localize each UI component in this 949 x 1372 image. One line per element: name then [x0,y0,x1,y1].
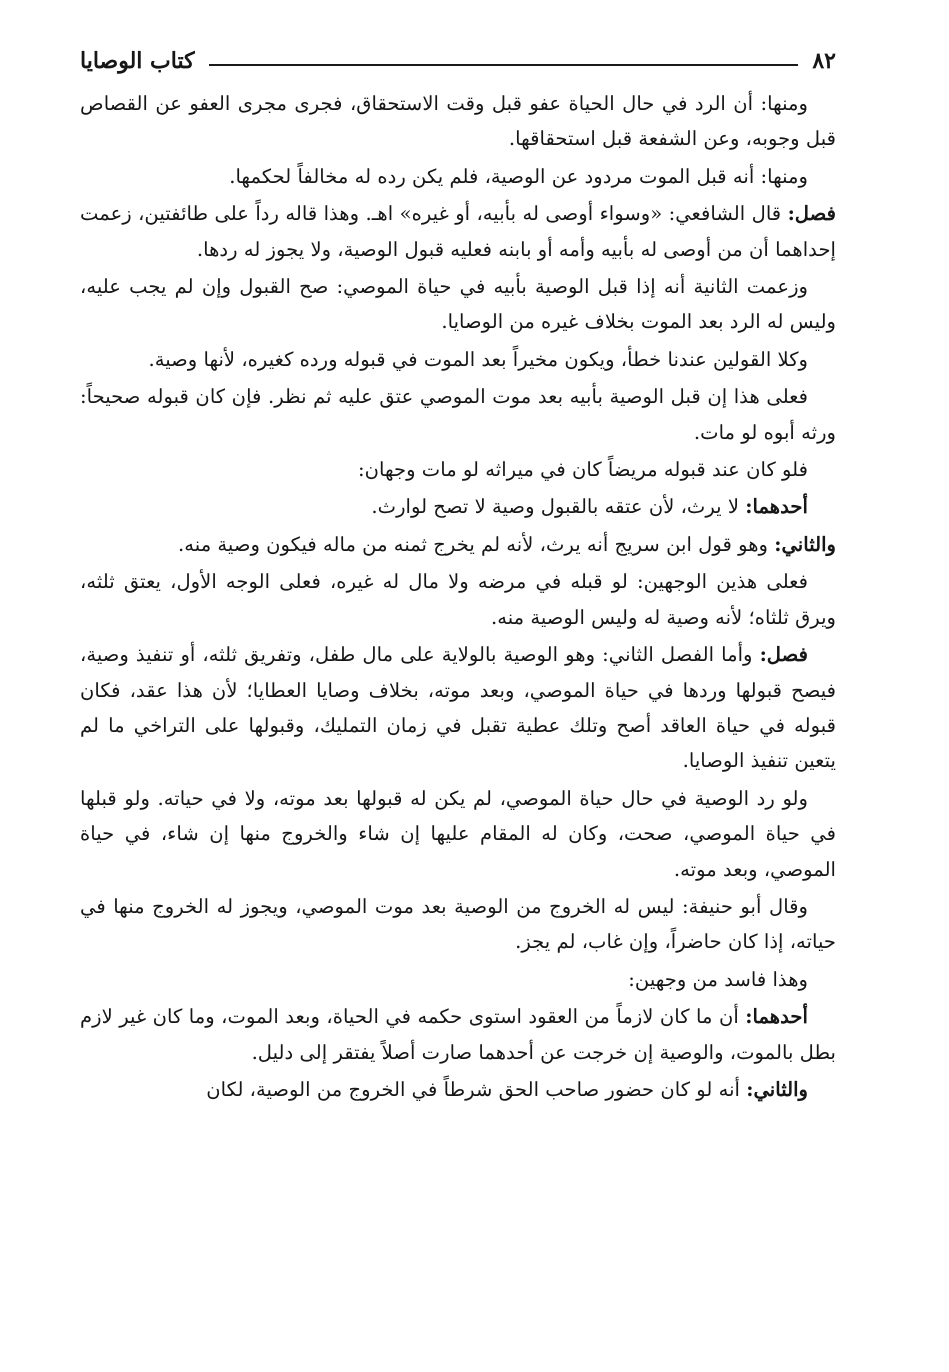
book-title: كتاب الوصايا [80,48,195,74]
paragraph-text: ومنها: أن الرد في حال الحياة عفو قبل وقت الاستحقاق، فجرى مجرى العفو عن القصاص قبل وجوبه، وعن الشفعة قبل استحقاقها. [80,92,836,151]
running-header [80,40,836,82]
paragraph-text: أنه لو كان حضور صاحب الحق شرطاً في الخروج من الوصية، لكان [206,1077,747,1101]
paragraph-text: وهو قول ابن سريج أنه يرث، لأنه لم يخرج ثمنه من ماله فيكون وصية منه. [178,532,775,556]
paragraph [80,962,836,997]
paragraph-text: ولو رد الوصية في حال حياة الموصي، لم يكن له قبولها بعد موته، ولا في حياته. ولو قبلها في حياة الموصي، صحت، وكان له المقام عليها إن شاء والخروج منها إن شاء، في حياة الموصي، وبعد موته. [80,786,836,881]
paragraph [80,999,836,1070]
paragraph-text: وهذا فاسد من وجهين: [628,967,808,991]
page-number: ٨٢ [812,48,836,74]
paragraph [80,452,836,487]
paragraph [80,889,836,960]
paragraph-lead: فصل: [787,202,836,226]
paragraph [80,1072,836,1107]
paragraph [80,86,836,157]
paragraph-lead: والثاني: [774,532,836,556]
paragraph-text: وكلا القولين عندنا خطأ، ويكون مخيراً بعد الموت في قبوله ورده كغيره، لأنها وصية. [148,347,808,371]
paragraph-text: ومنها: أنه قبل الموت مردود عن الوصية، فلم يكن رده له مخالفاً لحكمها. [229,164,808,188]
paragraph [80,159,836,194]
paragraph [80,489,836,524]
body-text [80,86,836,1107]
paragraph-text: فعلى هذا إن قبل الوصية بأبيه بعد موت الموصي عتق عليه ثم نظر. فإن كان قبوله صحيحاً: ورثه أبوه لو مات. [80,385,836,444]
paragraph-lead: فصل: [759,643,808,667]
paragraph-lead: والثاني: [746,1077,808,1101]
paragraph-text: فعلى هذين الوجهين: لو قبله في مرضه ولا مال له غيره، فعلى الوجه الأول، يعتق ثلثه، ويرق ثلثاه؛ لأنه وصية له وليس الوصية منه. [80,570,836,629]
paragraph [80,527,836,562]
paragraph [80,564,836,635]
paragraph-text: فلو كان عند قبوله مريضاً كان في ميراثه لو مات وجهان: [357,458,808,482]
paragraph-text: قال الشافعي: «وسواء أوصى له بأبيه، أو غيره» اهـ. وهذا قاله رداً على طائفتين، زعمت إحداهما أن من أوصى له بأبيه وأمه أو بابنه فعليه قبول الوصية، ولا يجوز له ردها. [80,202,836,261]
paragraph-lead: أحدهما: [745,495,808,519]
paragraph [80,637,836,779]
paragraph-text: وقال أبو حنيفة: ليس له الخروج من الوصية بعد موت الموصي، ويجوز له الخروج منها في حياته، إذا كان حاضراً، وإن غاب، لم يجز. [80,894,836,954]
paragraph [80,269,836,340]
paragraph-text: وزعمت الثانية أنه إذا قبل الوصية بأبيه في حياة الموصي: صح القبول وإن لم يجب عليه، وليس له الرد بعد الموت بخلاف غيره من الوصايا. [80,275,836,334]
paragraph [80,781,836,887]
paragraph [80,196,836,267]
paragraph-text: وأما الفصل الثاني: وهو الوصية بالولاية على مال طفل، وتفريق ثلثه، أو تنفيذ وصية، فيصح قبولها وردها في حياة الموصي، وبعد موته، بخلاف وصايا العطايا؛ لأن هذا عقد، فكان قبوله في حياة العاقد أصح وتلك عطية تقبل في زمان التمليك، وقبولها على التراخي ما لم يتعين تنفيذ الوصايا. [80,643,836,773]
book-page [80,40,836,1109]
header-rule [209,64,799,66]
paragraph-text: لا يرث، لأن عتقه بالقبول وصية لا تصح لوارث. [371,495,746,519]
paragraph [80,379,836,450]
paragraph-text: أن ما كان لازماً من العقود استوى حكمه في الحياة، وبعد الموت، وما كان غير لازم بطل بالموت، والوصية إن خرجت عن أحدهما صارت أصلاً يفتقر إلى دليل. [80,1005,836,1064]
paragraph [80,342,836,377]
paragraph-lead: أحدهما: [745,1005,808,1029]
